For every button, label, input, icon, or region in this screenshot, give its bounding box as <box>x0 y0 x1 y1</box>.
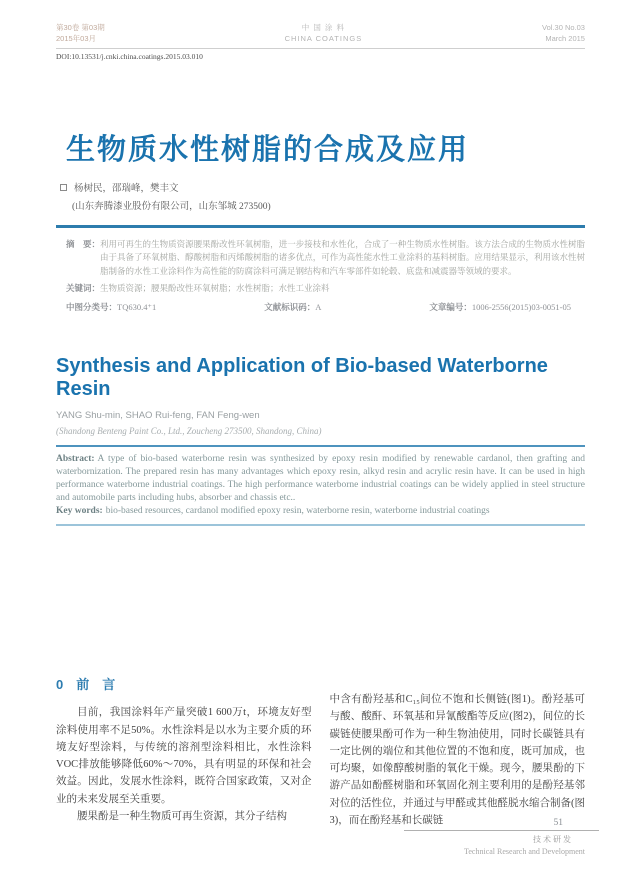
affiliation-cn: (山东奔腾漆业股份有限公司，山东邹城 273500) <box>72 202 271 212</box>
footer-section-en: Technical Research and Development <box>464 847 585 856</box>
keywords-en-text: bio-based resources, cardanol modified epoxy resin, waterborne resin, waterborne industrial coatings <box>105 506 490 516</box>
page-footer <box>404 818 599 856</box>
keywords-en-paragraph <box>56 505 585 518</box>
doi: DOI:10.13531/j.cnki.china.coatings.2015.03.010 <box>56 52 203 61</box>
abstract-en-label: Abstract: <box>56 454 95 464</box>
abstract-cn <box>66 238 585 279</box>
date-en: March 2015 <box>545 34 585 43</box>
article-id: 文章编号：1006-2556(2015)03-0051-05 <box>429 302 571 312</box>
document-code: 文献标识码：A <box>264 302 322 312</box>
clc-number: 中图分类号：TQ630.4⁺1 <box>66 302 157 312</box>
journal-name <box>285 22 363 44</box>
volume-issue-cn: 第30卷 第03期 <box>56 23 105 32</box>
author-marker-icon <box>60 184 67 191</box>
abstract-cn-text: 利用可再生的生物质资源腰果酚改性环氧树脂，进一步接枝和水性化，合成了一种生物质水性树脂。该方法合成的生物质水性树脂由于具备了环氧树脂、醇酸树脂和丙烯酸树脂的诸多优点，可作为高性能水性工业涂料的基料树脂。应用结果显示，利用该水性树脂制备的水性工业涂料作为高性能的防腐涂料可满足钢结构和汽车零部件如轮毂、底盘和减震器等领域的要求。 <box>100 238 585 276</box>
date-cn: 2015年03月 <box>56 34 97 43</box>
section-heading-0: 0 前 言 <box>56 677 116 692</box>
paragraph: 中含有酚羟基和C₁₅间位不饱和长侧链(图1)。酚羟基可与酸、酸酐、环氧基和异氰酸酯等反应(图2)，间位的长碳链使腰果酚可作为一种生物油使用，同时长碳链具有一定比例的端位和其他位置的不饱和度，既可加成，也可均聚，如像醇酸树脂的氧化干燥。现今，腰果酚的下游产品如酚醛树脂和环氧固化剂主要利用的是酚羟基邻对位的活性位，并通过与甲醛或其他醛脱水缩合制备(图3)，而在酚羟基和长碳链 <box>329 694 585 827</box>
journal-header <box>56 22 585 44</box>
keywords-cn-text: 生物质资源；腰果酚改性环氧树脂；水性树脂；水性工业涂料 <box>100 283 330 293</box>
divider-abstract-bottom <box>56 524 585 526</box>
volume-issue-en: Vol.30 No.03 <box>542 23 585 32</box>
body-column-left <box>56 676 312 829</box>
body-column-right <box>330 676 586 829</box>
paragraph: 腰果酚是一种生物质可再生资源，其分子结构 <box>77 811 287 823</box>
journal-name-cn: 中 国 涂 料 <box>301 23 346 32</box>
keywords-cn <box>66 282 585 295</box>
journal-name-en: CHINA COATINGS <box>284 34 363 43</box>
classification-row <box>66 301 585 313</box>
divider-thick-blue <box>56 225 585 228</box>
affiliation-en: (Shandong Benteng Paint Co., Ltd., Zoucheng 273500, Shandong, China) <box>56 426 322 436</box>
divider-abstract-top <box>56 445 585 447</box>
authors-cn: 杨树民，邵瑞峰，樊丰文 <box>74 184 179 194</box>
page-number: 51 <box>553 818 563 828</box>
abstract-en-text: A type of bio-based waterborne resin was synthesized by epoxy resin modified by renewable cardanol, then grafting and waterbornization. The prepared resin has many advantages which epoxy resin, alkyd resin and acrylic resin have. It can be used in high performance waterborne industrial coatings. The high performance waterborne industrial coatings can be widely applied in steel structure and automobile parts including hubs, absorber and chassis etc.. <box>56 454 585 503</box>
keywords-cn-label: 关键词： <box>66 283 101 293</box>
authors-cn-row <box>60 180 585 194</box>
article-title-cn: 生物质水性树脂的合成及应用 <box>66 134 470 166</box>
abstract-en-paragraph <box>56 453 585 505</box>
abstract-cn-label: 摘 要： <box>66 238 101 249</box>
footer-section-cn: 技术研发 <box>533 835 573 844</box>
authors-en: YANG Shu-min, SHAO Rui-feng, FAN Feng-wen <box>56 410 260 421</box>
journal-issue-cn <box>56 22 105 44</box>
header-divider <box>56 48 585 49</box>
article-title-en: Synthesis and Application of Bio-based Waterborne Resin <box>56 355 548 400</box>
abstract-en <box>56 453 585 518</box>
body-columns <box>56 676 585 829</box>
keywords-en-label: Key words: <box>56 506 103 516</box>
journal-issue-en <box>542 22 585 44</box>
paragraph: 目前，我国涂料年产量突破1 600万t，环境友好型涂料使用率不足50%。水性涂料是以水为主要介质的环境友好型涂料，与传统的溶剂型涂料相比，水性涂料VOC排放能够降低60%～70%，具有明显的环保和社会效益。因此，发展水性涂料，既符合国家政策，又对企业的未来发展至关重要。 <box>56 707 312 805</box>
footer-divider <box>404 830 599 831</box>
